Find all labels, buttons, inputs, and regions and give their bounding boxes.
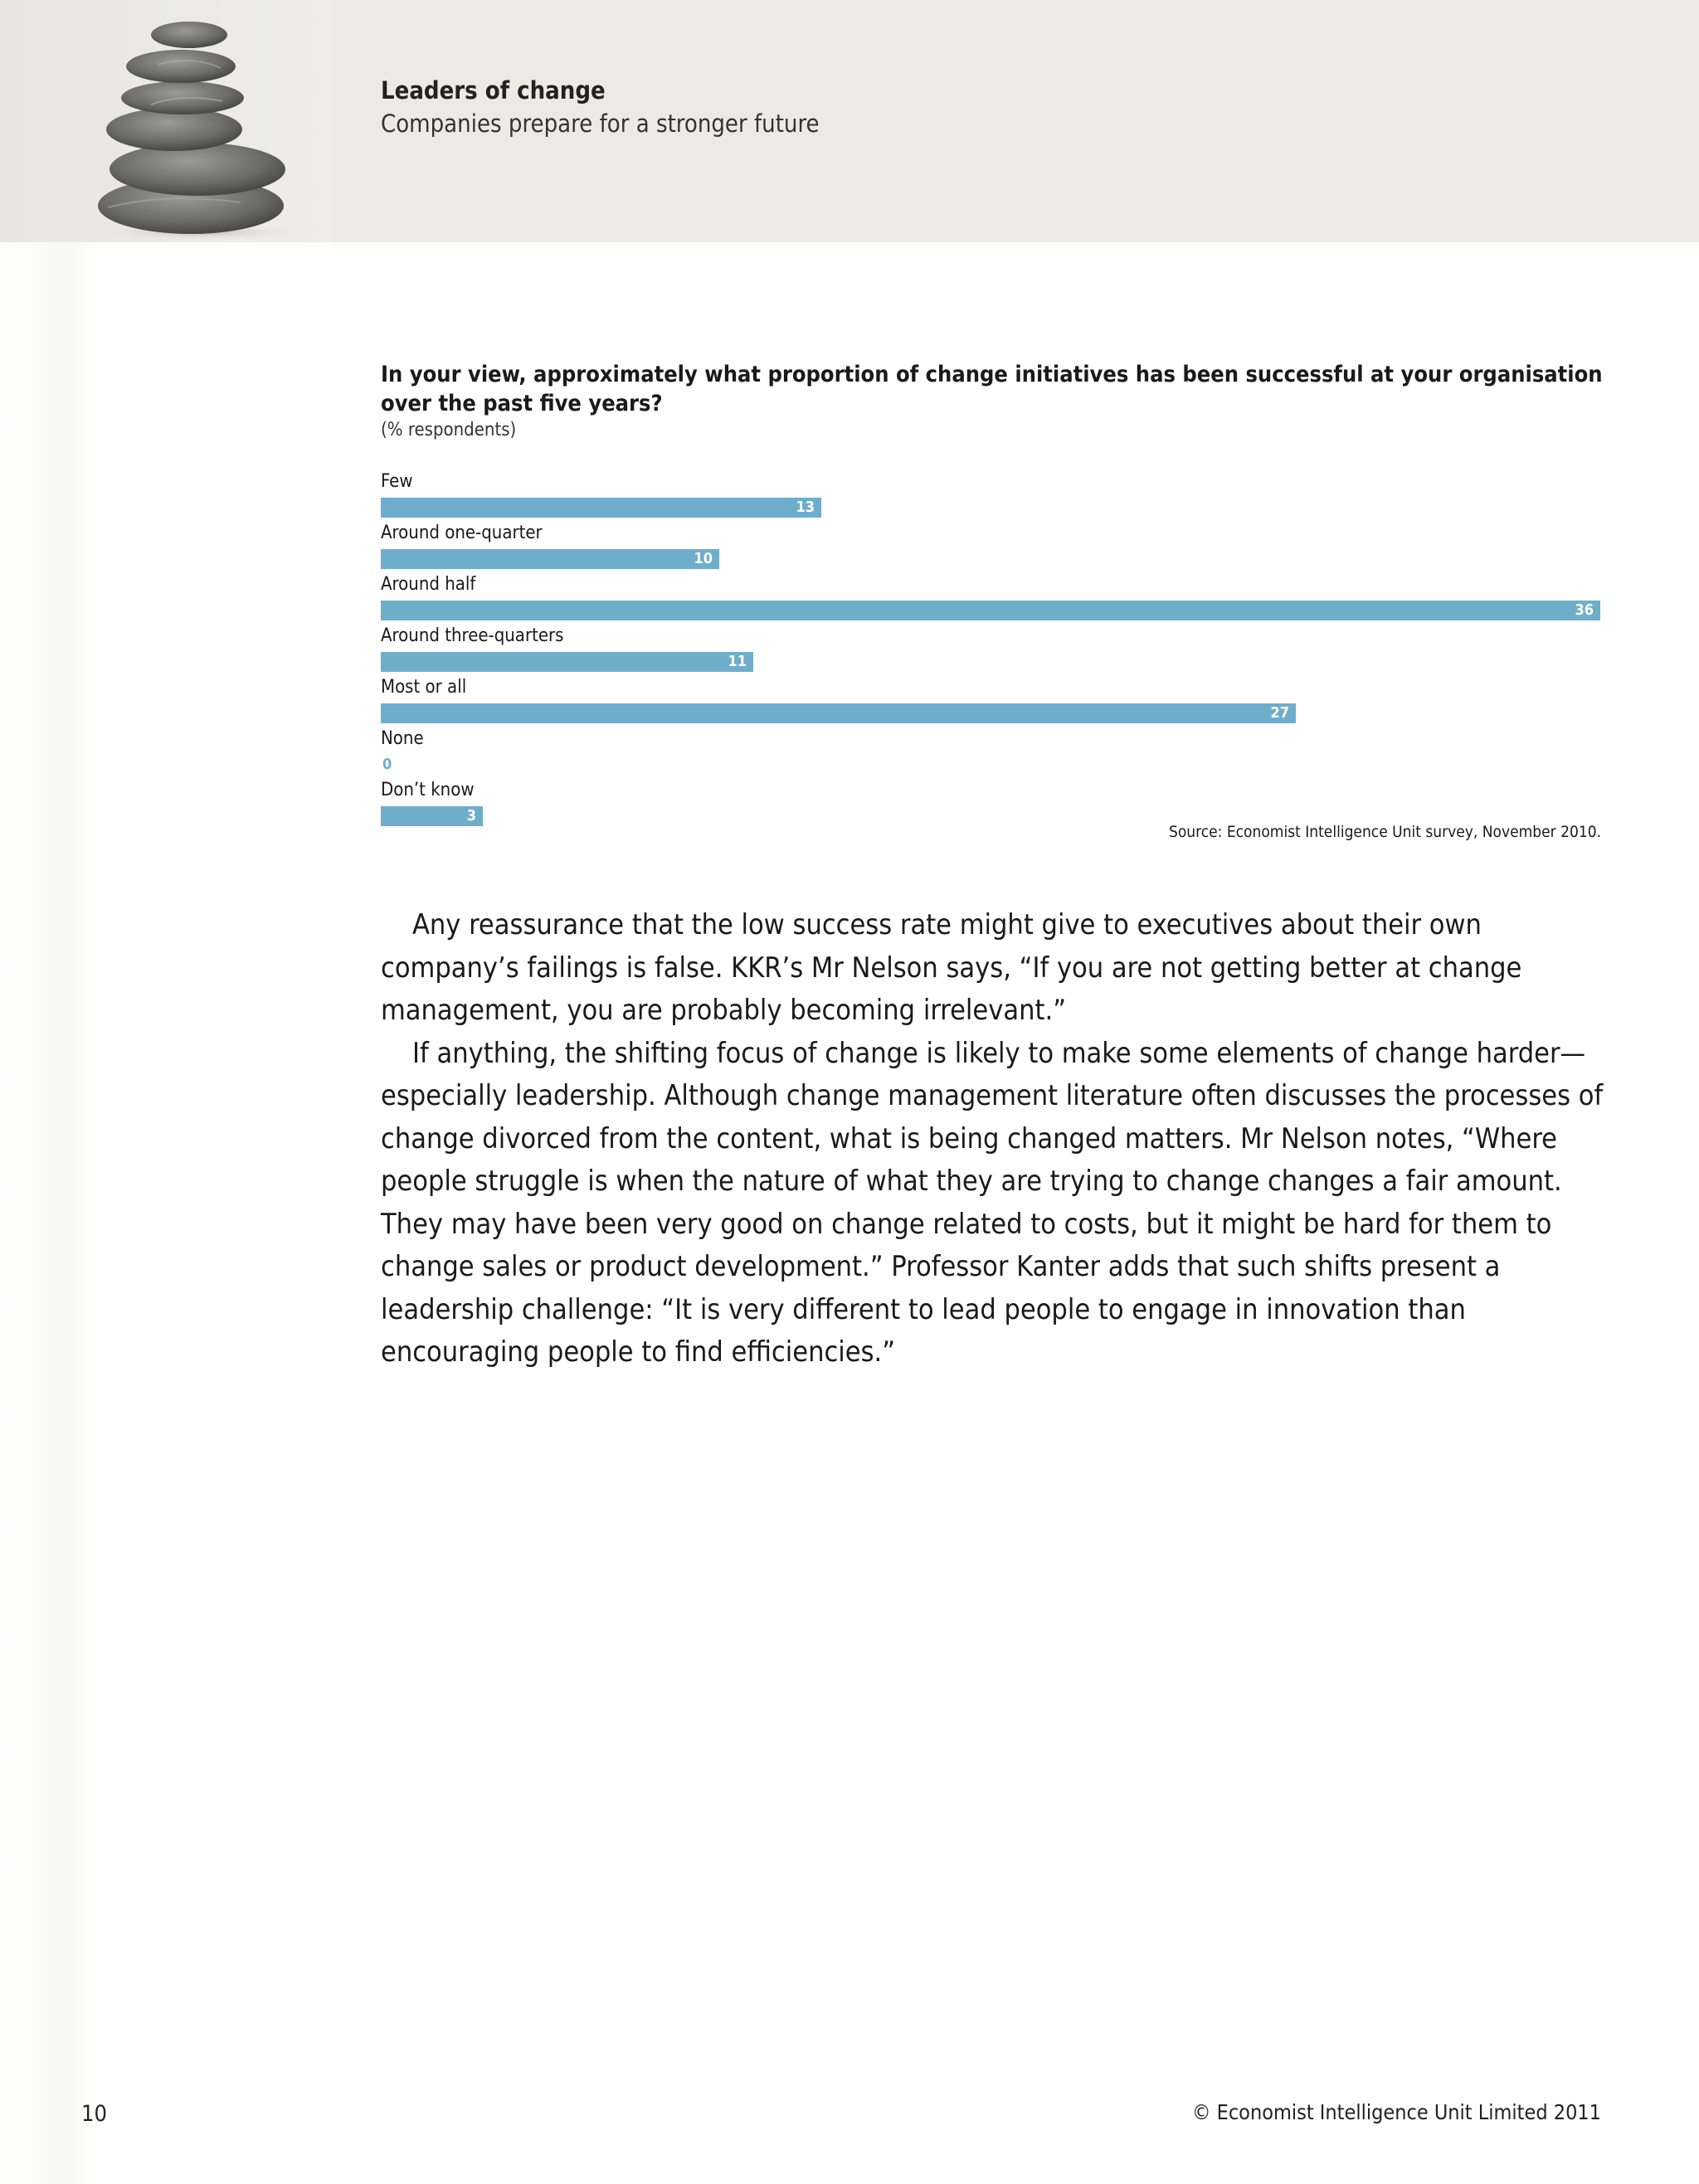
report-subtitle: Companies prepare for a stronger future: [381, 109, 820, 138]
header-image-panel: [0, 0, 332, 242]
bar-chart: [381, 471, 1600, 836]
chart-row: [381, 574, 1600, 625]
stacked-stones-image: [75, 15, 307, 241]
category-label: Don’t know: [381, 780, 475, 800]
left-margin: [0, 242, 98, 2184]
category-label: None: [381, 728, 424, 749]
chart-row: [381, 523, 1600, 574]
body-paragraph: Any reassurance that the low success rate might give to executives about their own company’s failings is false. KKR’s Mr Nelson says, “If you are not getting better at change management, you are probably becoming irrelevant.”: [381, 908, 1522, 1027]
report-title: Leaders of change: [381, 76, 606, 105]
chart-title: In your view, approximately what proportion of change initiatives has been successful at your organisation over the past five years?: [381, 362, 1603, 416]
data-label: 36: [1575, 601, 1594, 619]
category-label: Few: [381, 471, 413, 492]
data-label: 0: [382, 756, 392, 773]
data-label: 27: [1270, 704, 1289, 722]
data-label: 13: [796, 499, 815, 516]
chart-source: Source: Economist Intelligence Unit survey, November 2010.: [1169, 823, 1601, 841]
data-label: 3: [466, 807, 476, 824]
category-label: Around half: [381, 574, 476, 595]
category-label: Around three-quarters: [381, 625, 564, 646]
body-paragraph: If anything, the shifting focus of change is likely to make some elements of change harder—especially leadership. Although change management literature often discusses the processes of change divorced from the content, what is being changed matters. Mr Nelson notes, “Where people struggle is when the nature of what they are trying to change changes a fair amount. They may have been very good on change related to costs, but it might be hard for them to change sales or product development.” Professor Kanter adds that such shifts present a leadership challenge: “It is very different to lead people to engage in innovation than encouraging people to find efficiencies.”: [381, 1036, 1604, 1369]
chart-unit-note: (% respondents): [381, 420, 517, 440]
chart-row: [381, 471, 1600, 523]
data-label: 10: [694, 550, 713, 567]
category-label: Around one-quarter: [381, 523, 543, 543]
data-label: 11: [728, 653, 747, 670]
copyright: © Economist Intelligence Unit Limited 2011: [1191, 2100, 1601, 2124]
chart-row: [381, 728, 1600, 780]
body-text: [381, 904, 1609, 1374]
chart-row: [381, 677, 1600, 728]
category-label: Most or all: [381, 677, 467, 698]
page-number: 10: [81, 2101, 107, 2127]
chart-row: [381, 625, 1600, 677]
